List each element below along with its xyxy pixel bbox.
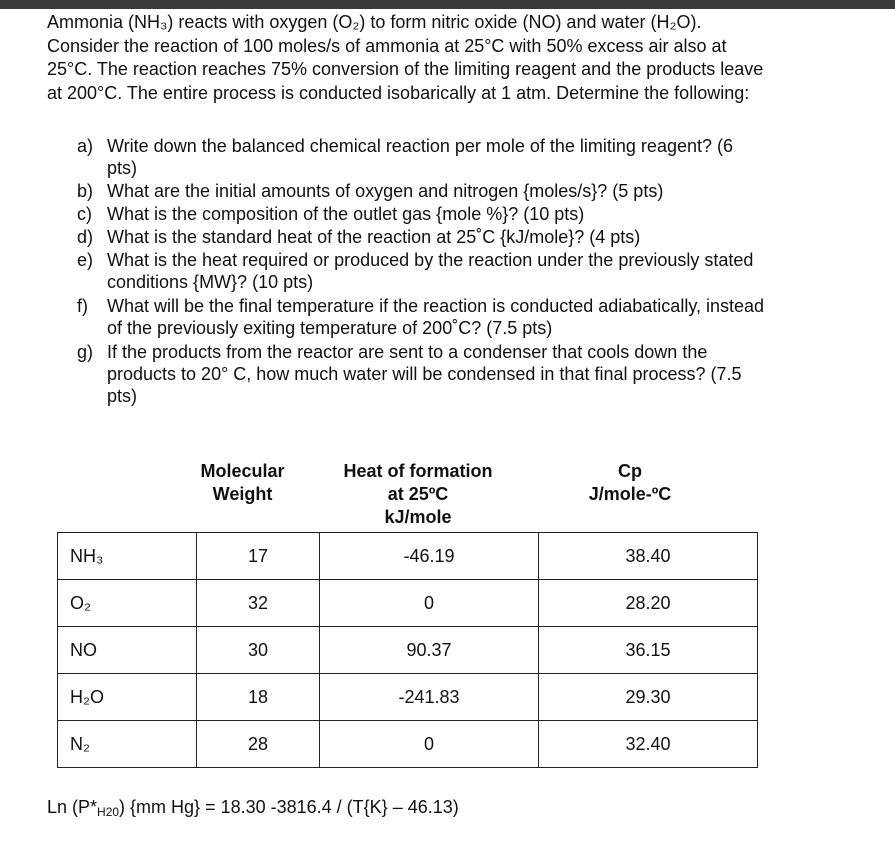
header-line: kJ/mole — [384, 507, 452, 527]
table-row — [58, 674, 758, 721]
question-b — [77, 180, 867, 202]
question-letter: f) — [77, 296, 88, 316]
hf-cell: -46.19 — [320, 533, 539, 580]
question-letter: c) — [77, 204, 92, 224]
question-line: Write down the balanced chemical reaction per mole of the limiting reagent? (6 — [107, 136, 734, 156]
hf-cell: 0 — [320, 580, 539, 627]
species-cell: NH₃ — [58, 533, 197, 580]
species-cell: NO — [58, 627, 197, 674]
question-letter: d) — [77, 227, 94, 247]
header-cp — [560, 460, 700, 506]
header-line: Heat of formation — [343, 461, 493, 481]
header-line: Molecular — [200, 461, 285, 481]
question-a — [77, 135, 867, 179]
question-line: of the previously exiting temperature of 200˚C? (7.5 pts) — [107, 318, 553, 338]
cp-cell: 38.40 — [539, 533, 758, 580]
question-letter: e) — [77, 250, 94, 270]
question-letter: b) — [77, 181, 94, 201]
hf-cell: 0 — [320, 721, 539, 768]
question-line: What is the standard heat of the reaction at 25˚C {kJ/mole}? (4 pts) — [107, 227, 641, 247]
mw-cell: 28 — [197, 721, 320, 768]
header-line: J/mole-ºC — [588, 484, 672, 504]
header-line: Weight — [212, 484, 273, 504]
question-line: pts) — [107, 158, 138, 178]
question-line: products to 20° C, how much water will be condensed in that final process? (7.5 — [107, 364, 742, 384]
intro-line: 25°C. The reaction reaches 75% conversion of the limiting reagent and the products leave — [47, 59, 764, 79]
intro-line: Consider the reaction of 100 moles/s of ammonia at 25°C with 50% excess air also at — [47, 35, 727, 56]
mw-cell: 17 — [197, 533, 320, 580]
question-g — [77, 341, 867, 407]
question-letter: g) — [77, 342, 94, 362]
species-cell: N₂ — [58, 721, 197, 768]
table-row — [58, 533, 758, 580]
mw-cell: 32 — [197, 580, 320, 627]
question-e — [77, 249, 867, 293]
question-line: What will be the final temperature if the reaction is conducted adiabatically, instead — [107, 296, 765, 316]
question-letter: a) — [77, 136, 94, 156]
question-c — [77, 203, 867, 225]
hf-cell: 90.37 — [320, 627, 539, 674]
mw-cell: 30 — [197, 627, 320, 674]
vapor-pressure-equation — [47, 797, 459, 818]
equation-subscript: H20 — [97, 805, 120, 819]
hf-cell: -241.83 — [320, 674, 539, 721]
intro-line: at 200°C. The entire process is conducted isobarically at 1 atm. Determine the following: — [47, 82, 750, 103]
question-line: What are the initial amounts of oxygen and nitrogen {moles/s}? (5 pts) — [107, 181, 664, 201]
header-molecular-weight — [185, 460, 300, 506]
mw-cell: 18 — [197, 674, 320, 721]
cp-cell: 36.15 — [539, 627, 758, 674]
question-line: If the products from the reactor are sent to a condenser that cools down the — [107, 342, 708, 362]
table-row — [58, 721, 758, 768]
question-f — [77, 295, 867, 339]
cp-cell: 28.20 — [539, 580, 758, 627]
question-line: What is the composition of the outlet gas {mole %}? (10 pts) — [107, 204, 585, 224]
properties-table — [57, 532, 758, 768]
equation-prefix: Ln (P* — [47, 797, 98, 817]
question-line: pts) — [107, 386, 138, 406]
header-line: Cp — [618, 461, 642, 481]
cp-cell: 29.30 — [539, 674, 758, 721]
header-heat-of-formation — [318, 460, 518, 529]
question-d — [77, 226, 867, 248]
equation-suffix: ) {mm Hg} = 18.30 -3816.4 / (T{K} – 46.13) — [119, 797, 459, 817]
intro-line: Ammonia (NH₃) reacts with oxygen (O₂) to form nitric oxide (NO) and water (H₂O). — [47, 12, 702, 32]
top-bar — [0, 0, 895, 9]
species-cell: O₂ — [58, 580, 197, 627]
cp-cell: 32.40 — [539, 721, 758, 768]
question-line: conditions {MW}? (10 pts) — [107, 272, 314, 292]
table-row — [58, 627, 758, 674]
header-line: at 25ºC — [387, 484, 449, 504]
question-line: What is the heat required or produced by the reaction under the previously stated — [107, 250, 754, 270]
problem-statement — [47, 11, 847, 105]
species-cell: H₂O — [58, 674, 197, 721]
table-row — [58, 580, 758, 627]
